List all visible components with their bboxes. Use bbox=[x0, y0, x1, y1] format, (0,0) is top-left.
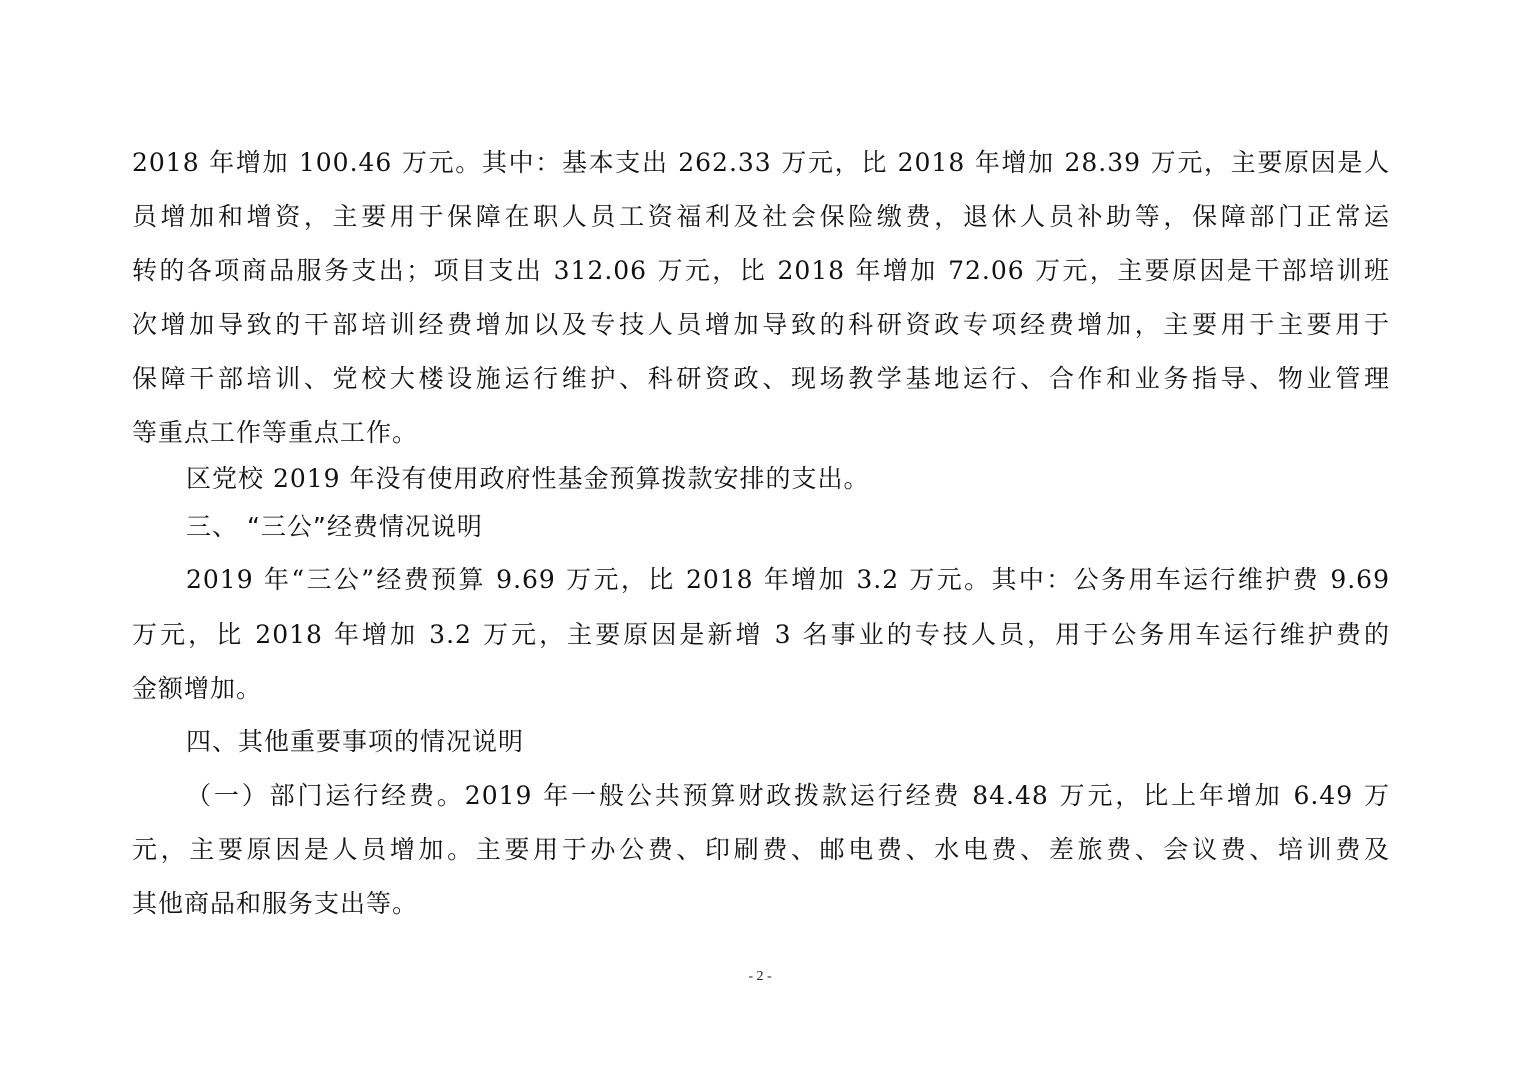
paragraph-line: 其他商品和服务支出等。 bbox=[132, 889, 419, 918]
section-heading: 三、 “三公”经费情况说明 bbox=[186, 512, 483, 541]
paragraph-line: 区党校 2019 年没有使用政府性基金预算拨款安排的支出。 bbox=[186, 464, 870, 493]
paragraph-line: 转的各项商品服务支出；项目支出 312.06 万元，比 2018 年增加 72.06 万元，主要原因是干部培训班 bbox=[132, 256, 1390, 285]
paragraph-line: 次增加导致的干部培训经费增加以及专技人员增加导致的科研资政专项经费增加，主要用于主要用于 bbox=[132, 310, 1390, 339]
section-heading: 四、其他重要事项的情况说明 bbox=[186, 727, 525, 756]
paragraph-line: 万元，比 2018 年增加 3.2 万元，主要原因是新增 3 名事业的专技人员，用于公务用车运行维护费的 bbox=[132, 620, 1390, 649]
paragraph-line: 元，主要原因是人员增加。主要用于办公费、印刷费、邮电费、水电费、差旅费、会议费、培训费及 bbox=[132, 835, 1390, 864]
paragraph-line: 等重点工作等重点工作。 bbox=[132, 418, 419, 447]
paragraph-line: 金额增加。 bbox=[132, 674, 263, 703]
page-number: - 2 - bbox=[748, 969, 772, 984]
paragraph-line: （一）部门运行经费。2019 年一般公共预算财政拨款运行经费 84.48 万元，比上年增加 6.49 万 bbox=[186, 781, 1390, 810]
paragraph-line: 保障干部培训、党校大楼设施运行维护、科研资政、现场教学基地运行、合作和业务指导、物业管理 bbox=[132, 364, 1390, 393]
paragraph-line: 员增加和增资，主要用于保障在职人员工资福利及社会保险缴费，退休人员补助等，保障部门正常运 bbox=[132, 202, 1390, 231]
paragraph-line: 2018 年增加 100.46 万元。其中：基本支出 262.33 万元，比 2018 年增加 28.39 万元，主要原因是人 bbox=[132, 148, 1390, 177]
paragraph-line: 2019 年“三公”经费预算 9.69 万元，比 2018 年增加 3.2 万元。其中：公务用车运行维护费 9.69 bbox=[186, 565, 1390, 594]
